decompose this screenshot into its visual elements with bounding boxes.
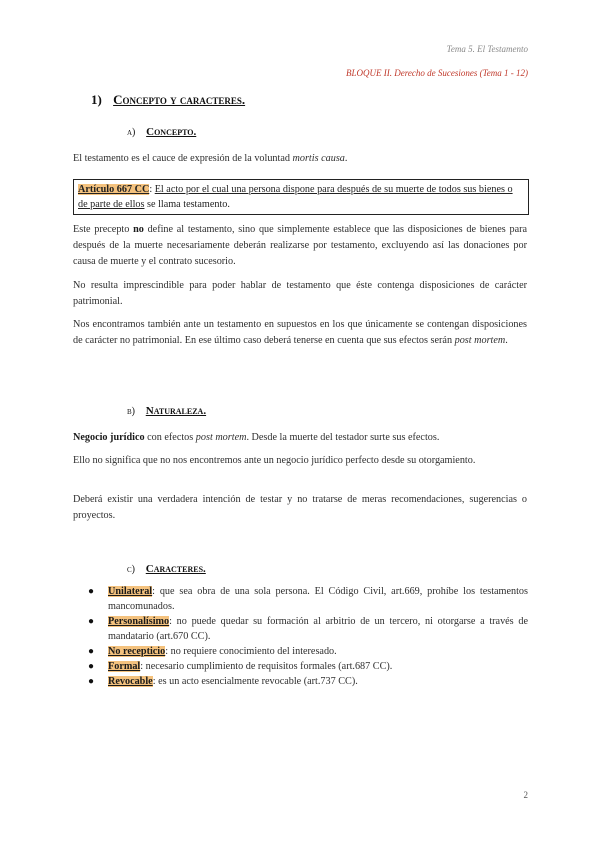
article-definition: El acto por el cual una persona dispone para después de su muerte de todos sus bienes o de parte de ellos xyxy=(78,184,513,210)
subheading-title: Caracteres. xyxy=(145,563,206,575)
naturaleza-paragraph-2: Ello no significa que no nos encontremos ante un negocio jurídico perfecto desde su otorgamiento. xyxy=(73,455,476,466)
section-heading xyxy=(91,92,245,108)
section-number: 1) xyxy=(91,92,102,107)
concepto-intro: El testamento es el cauce de expresión de la voluntad mortis causa. xyxy=(73,153,348,164)
naturaleza-paragraph-3: Deberá existir una verdadera intención de testar y no tratarse de meras recomendaciones, sugerencias o proyectos. xyxy=(73,494,527,521)
header-topic: Tema 5. El Testamento xyxy=(446,44,528,54)
page-number: 2 xyxy=(523,790,528,800)
subheading-concepto xyxy=(127,126,196,138)
concepto-paragraph-3: Nos encontramos también ante un testamento en supuestos en los que únicamente se contengan disposiciones de carácter no patrimonial. En ese último caso deberá tenerse en cuenta que sus efectos serán post mortem. xyxy=(73,319,527,346)
list-item: ● Unilateral: que sea obra de una sola persona. El Código Civil, art.669, prohíbe los testamentos mancomunados. xyxy=(88,586,528,612)
concepto-paragraph-1: Este precepto no define al testamento, sino que simplemente establece que las disposiciones de bienes para después de la muerte necesariamente deberán realizarse por testamento, excluyendo así las donaciones por causa de muerte y el contrato sucesorio. xyxy=(73,224,528,267)
subheading-letter: b) xyxy=(127,406,135,417)
naturaleza-paragraph-1: Negocio jurídico con efectos post mortem. Desde la muerte del testador surte sus efectos. xyxy=(73,432,440,443)
list-item: ● Personalísimo: no puede quedar su formación al arbitrio de un tercero, ni otorgarse a través de mandatario (art.670 CC). xyxy=(88,616,528,642)
bullet-icon: ● xyxy=(88,676,95,687)
header-block: BLOQUE II. Derecho de Sucesiones (Tema 1 - 12) xyxy=(345,68,528,78)
bullet-icon: ● xyxy=(88,661,95,672)
subheading-letter: c) xyxy=(127,564,135,575)
article-label: Artículo 667 CC xyxy=(78,184,150,195)
subheading-title: Concepto. xyxy=(146,126,197,138)
section-title: Concepto y caracteres. xyxy=(113,92,246,107)
list-item: ● Formal: necesario cumplimiento de requisitos formales (art.687 CC). xyxy=(88,661,393,672)
article-box: Artículo 667 CC: El acto por el cual una persona dispone para después de su muerte de todos sus bienes o de parte de ellos se llama testamento. xyxy=(73,179,529,215)
subheading-title: Naturaleza. xyxy=(145,405,207,417)
bullet-icon: ● xyxy=(88,646,95,657)
concepto-paragraph-2: No resulta imprescindible para poder hablar de testamento que éste contenga disposiciones de carácter patrimonial. xyxy=(73,280,527,307)
bullet-icon: ● xyxy=(88,616,95,627)
subheading-naturaleza xyxy=(127,405,206,417)
list-item: ● Revocable: es un acto esencialmente revocable (art.737 CC). xyxy=(88,676,358,687)
bullet-icon: ● xyxy=(88,586,95,597)
caracteres-list xyxy=(88,584,528,689)
list-item: ● No recepticio: no requiere conocimiento del interesado. xyxy=(88,646,337,657)
subheading-letter: a) xyxy=(127,127,136,138)
subheading-caracteres xyxy=(127,563,206,575)
